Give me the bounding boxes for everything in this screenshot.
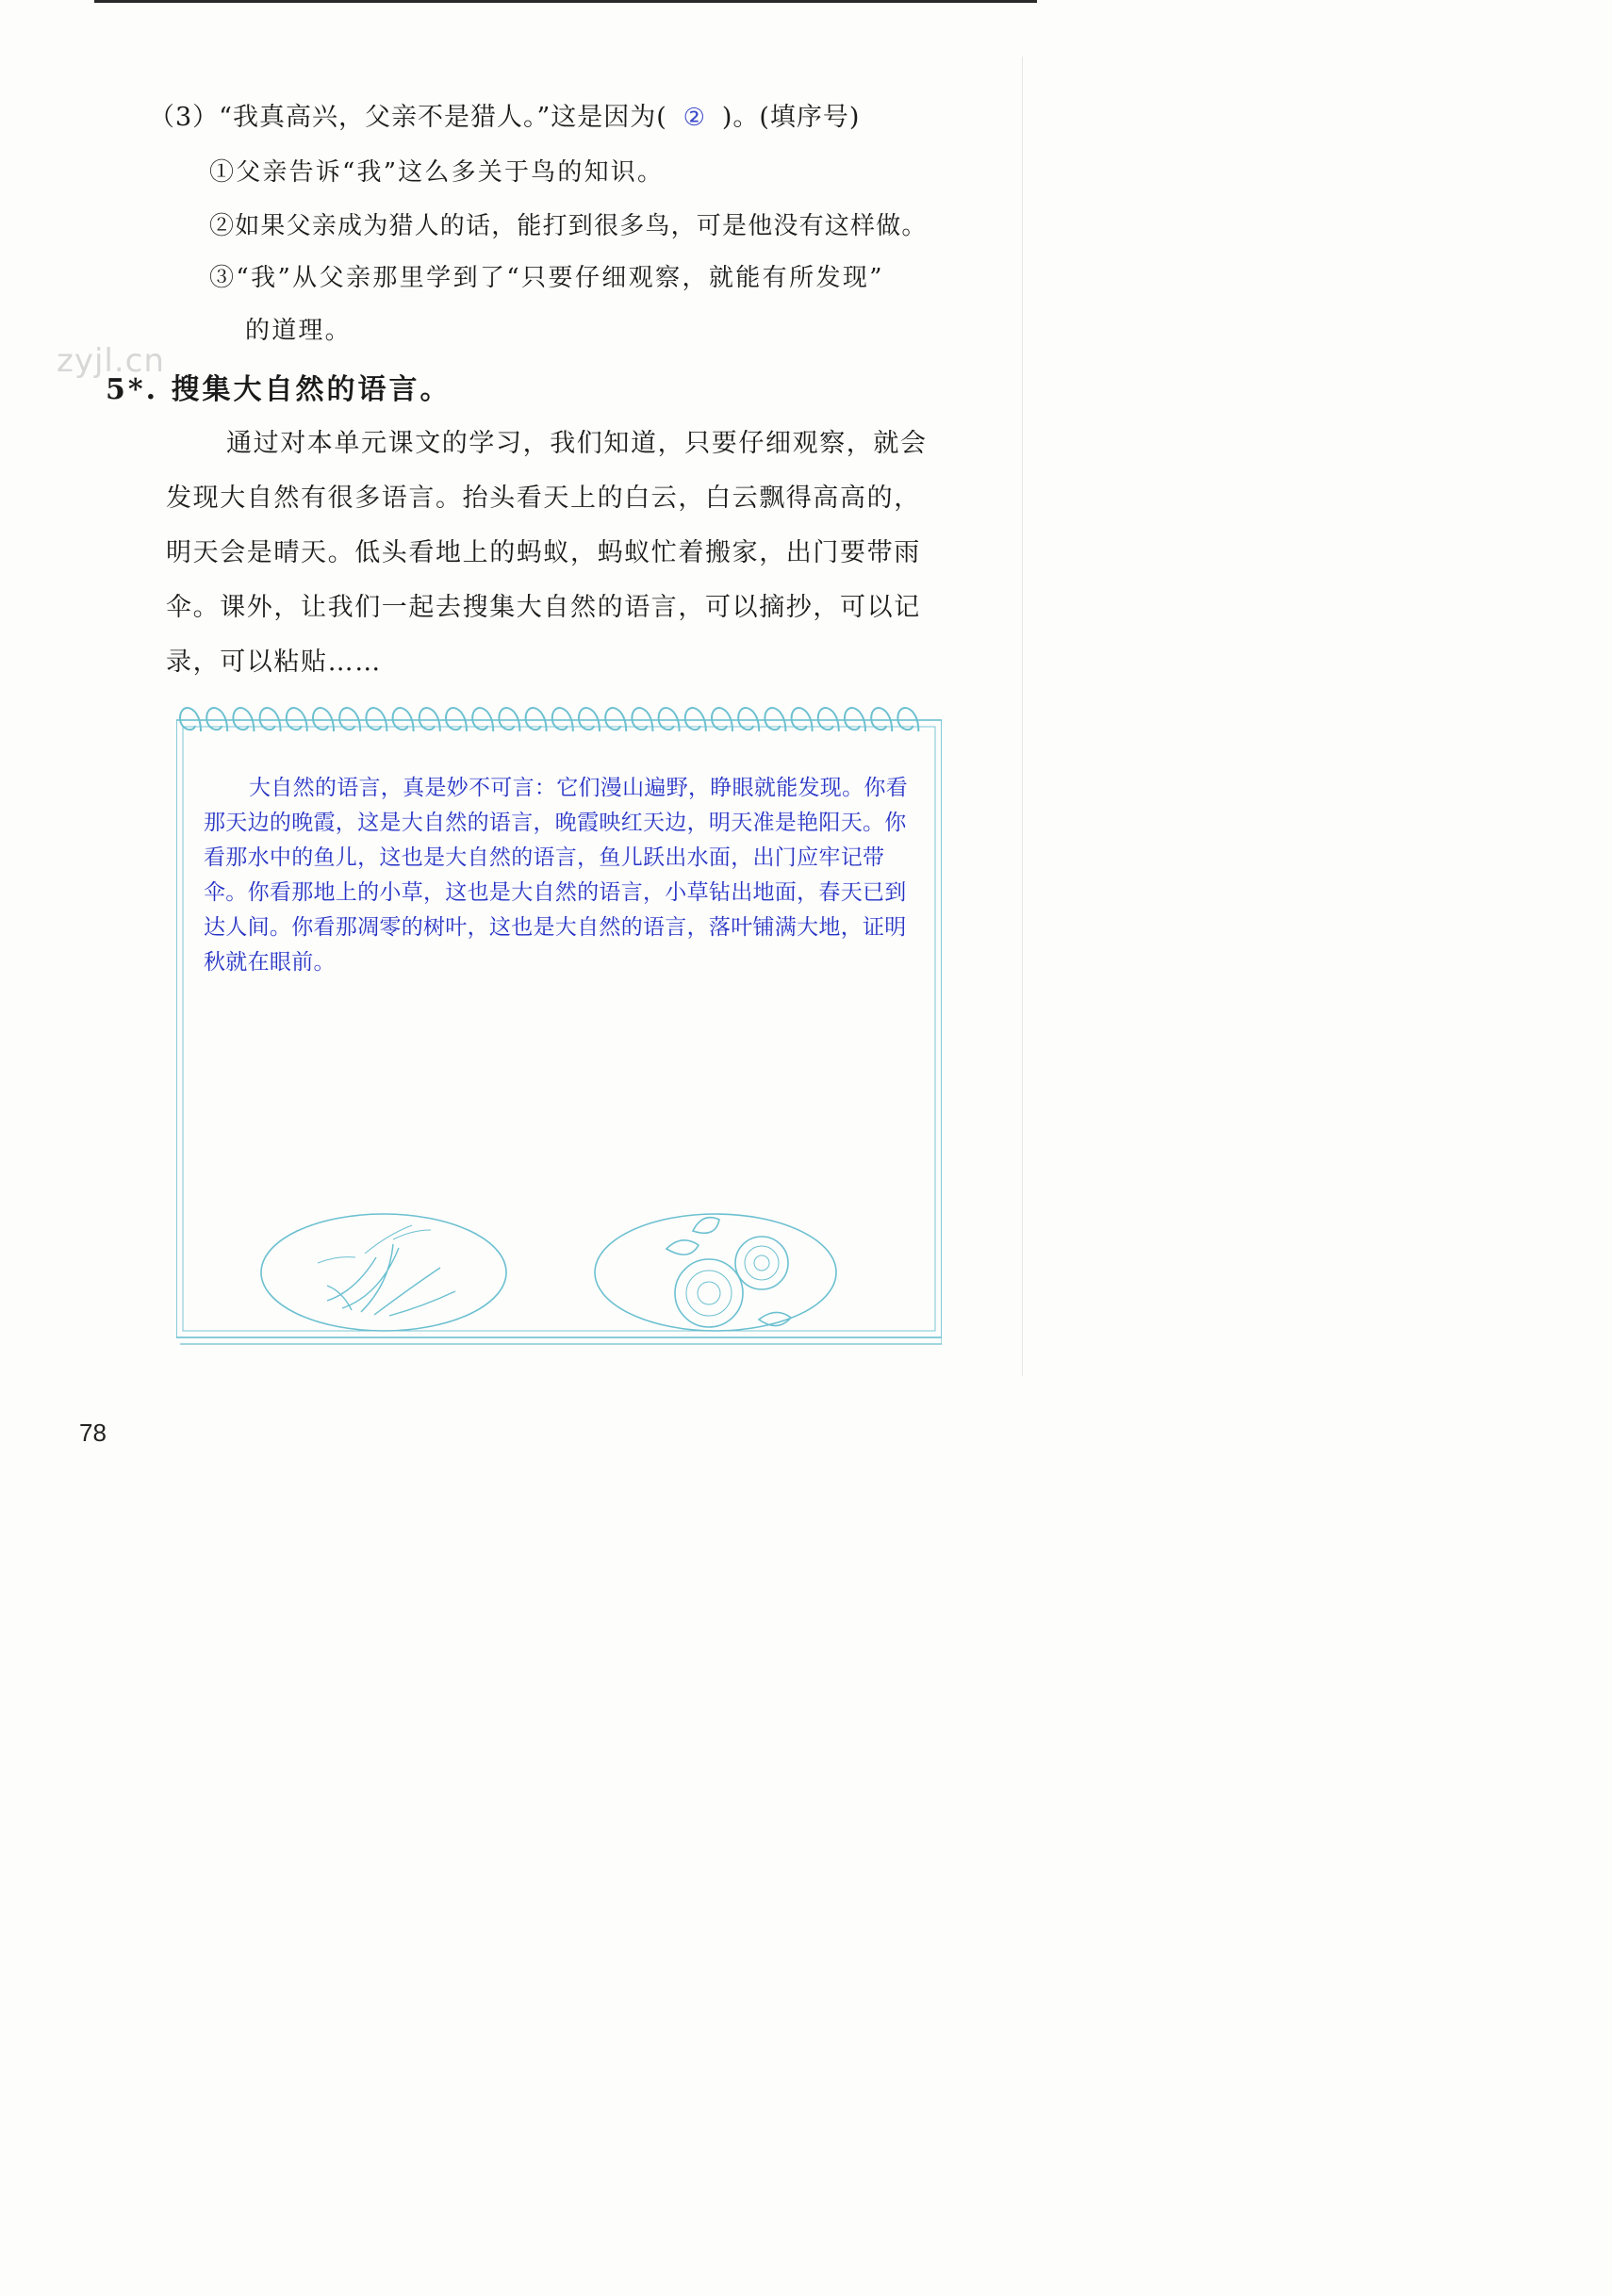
top-rule bbox=[94, 0, 1037, 3]
instruction-passage: 通过对本单元课文的学习，我们知道，只要仔细观察，就会发现大自然有很多语言。抬头看天上的白云，白云飘得高高的，明天会是晴天。低头看地上的蚂蚁，蚂蚁忙着搬家，出门要带雨伞。课外，让我们一起去搜集大自然的语言，可以摘抄，可以记录，可以粘贴…… bbox=[166, 429, 928, 677]
option-3: ③“我”从父亲那里学到了“只要仔细观察，就能有所发现” bbox=[209, 264, 884, 292]
option-2: ②如果父亲成为猎人的话，能打到很多鸟，可是他没有这样做。 bbox=[209, 212, 928, 240]
page-edge bbox=[1022, 57, 1023, 1376]
question-3-suffix: )。(填序号) bbox=[721, 103, 861, 132]
notebook-answer: 大自然的语言，真是妙不可言：它们漫山遍野，睁眼就能发现。你看那天边的晚霞，这是大自然的语言，晚霞映红天边，明天准是艳阳天。你看那水中的鱼儿，这也是大自然的语言，鱼儿跃出水面，出门应牢记带伞。你看那地上的小草，这也是大自然的语言，小草钻出地面，春天已到达人间。你看那凋零的树叶，这也是大自然的语言，落叶铺满大地，证明秋就在眼前。 bbox=[204, 776, 908, 975]
watermark: zyjl.cn bbox=[57, 342, 165, 380]
question-5-title: 5*. 搜集大自然的语言。 bbox=[106, 373, 452, 406]
option-1: ①父亲告诉“我”这么多关于鸟的知识。 bbox=[209, 158, 665, 187]
question-3-prefix: （3）“我真高兴，父亲不是猎人。”这是因为( bbox=[149, 103, 667, 132]
question-3 bbox=[149, 96, 860, 133]
question-3-answer: ② bbox=[683, 104, 706, 132]
page-number: 78 bbox=[79, 1419, 107, 1447]
option-3-continued: 的道理。 bbox=[245, 317, 352, 345]
